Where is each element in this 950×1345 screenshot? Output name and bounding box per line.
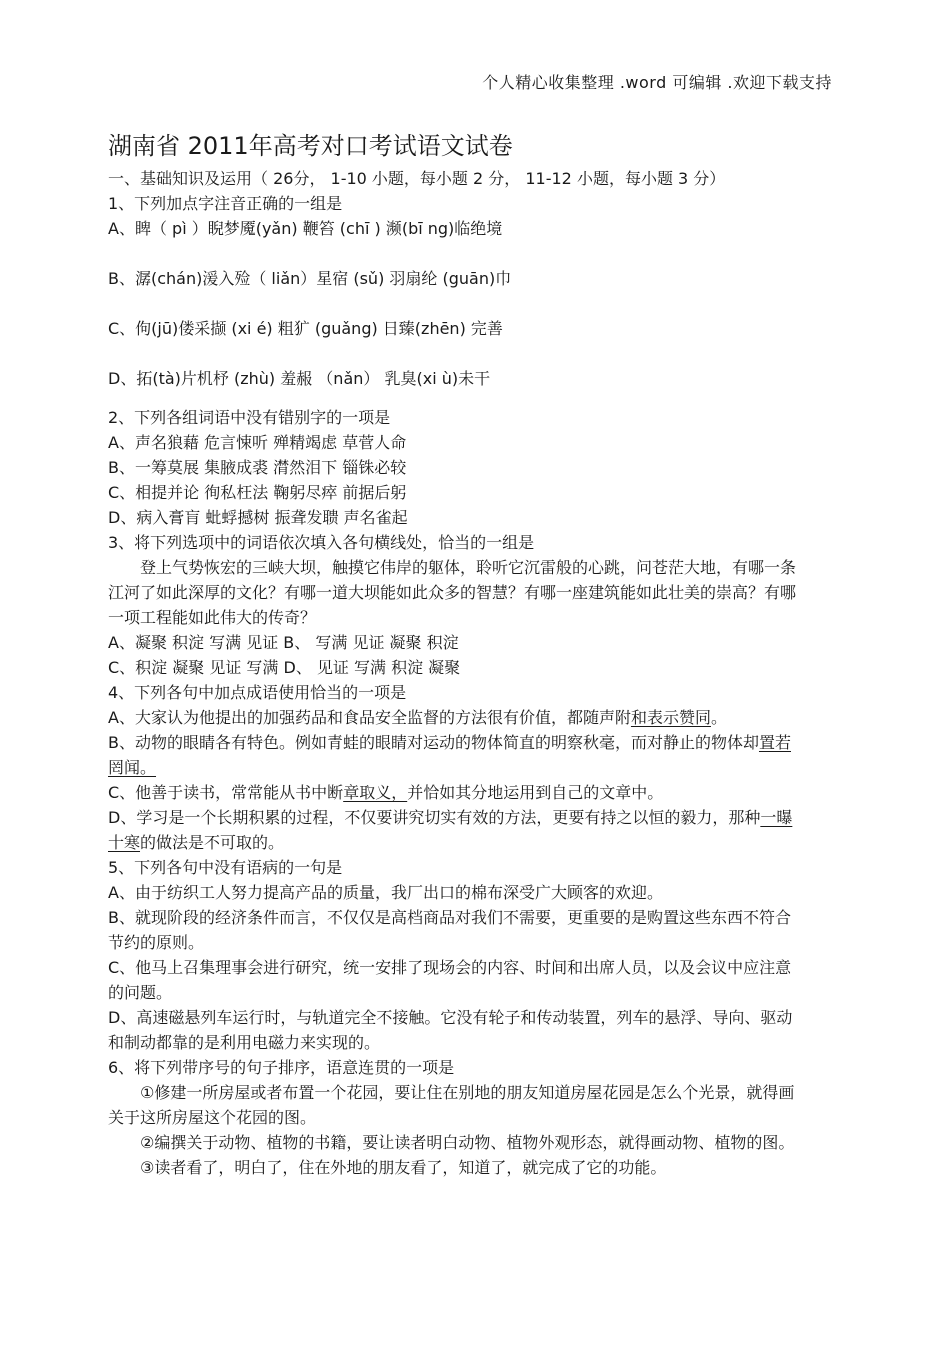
question-5-option-d: D、高速磁悬列车运行时，与轨道完全不接触。它没有轮子和传动装置，列车的悬浮、导向、驱动和制动都靠的是利用电磁力来实现的。: [108, 1008, 793, 1052]
question-3-passage: 登上气势恢宏的三峡大坝，触摸它伟岸的躯体，聆听它沉雷般的心跳，问苍茫大地，有哪一条江河了如此深厚的文化？有哪一道大坝能如此众多的智慧？有哪一座建筑能如此壮美的崇高？有哪一项工程能如此伟大的传奇？: [108, 558, 797, 627]
question-2-option-d: D、病入膏肓 蚍蜉撼树 振聋发聩 声名雀起: [108, 508, 408, 527]
header-note: 个人精心收集整理 .word 可编辑 .欢迎下载支持: [482, 73, 832, 92]
option-text: 。: [710, 708, 727, 727]
question-3-options-ab: A、凝聚 积淀 写满 见证 B、 写满 见证 凝聚 积淀: [108, 633, 459, 652]
underlined-idiom: 一曝十寒: [108, 808, 793, 852]
option-text: A、大家认为他提出的加强药品和食品安全监督的方法很有价值，都随声附: [108, 708, 631, 727]
underlined-idiom: 置若罔闻。: [108, 733, 791, 777]
question-5-option-c: C、他马上召集理事会进行研究，统一安排了现场会的内容、时间和出席人员，以及会议中应注意的问题。: [108, 958, 792, 1002]
underlined-idiom: 和表示赞同: [630, 708, 711, 727]
exam-content: [108, 166, 798, 1180]
option-text: 并恰如其分地运用到自己的文章中。: [407, 783, 664, 802]
question-1-option-b: B、潺(chán)湲入殓（ liǎn）星宿 (sǔ) 羽扇纶 (guān)巾: [108, 269, 512, 288]
question-4-option-d: [108, 805, 798, 855]
question-5-option-a: A、由于纺织工人努力提高产品的质量，我厂出口的棉布深受广大顾客的欢迎。: [108, 883, 663, 902]
question-2-option-c: C、相提并论 徇私枉法 鞠躬尽瘁 前据后躬: [108, 483, 407, 502]
question-2-option-b: B、一筹莫展 集腋成裘 潸然泪下 锱铢必较: [108, 458, 407, 477]
section-heading: 一、基础知识及运用（ 26分， 1-10 小题，每小题 2 分， 11-12 小题，每小题 3 分）: [108, 169, 726, 188]
question-1-option-c: C、佝(jū)偻采撷 (xi é) 粗犷 (guǎng) 日臻(zhēn) 完善: [108, 319, 503, 338]
question-6-sentence-1: ①修建一所房屋或者布置一个花园，要让住在别地的朋友知道房屋花园是怎么个光景，就得画关于这所房屋这个花园的图。: [108, 1083, 795, 1127]
question-2-option-a: A、声名狼藉 危言悚听 殚精竭虑 草菅人命: [108, 433, 407, 452]
page-title: 湖南省 2011年高考对口考试语文试卷: [108, 132, 513, 160]
question-1-option-d: D、拓(tà)片机杼 (zhù) 羞赧 （nǎn） 乳臭(xi ù)未干: [108, 369, 491, 388]
option-text: C、他善于读书，常常能从书中断: [108, 783, 344, 802]
question-6-sentence-3: ③读者看了，明白了，住在外地的朋友看了，知道了，就完成了它的功能。: [140, 1158, 667, 1177]
option-text: B、动物的眼睛各有特色。例如青蛙的眼睛对运动的物体简直的明察秋毫，而对静止的物体却: [108, 733, 759, 752]
question-4-option-a: [108, 705, 798, 730]
question-1-option-a: A、睥（ pì ）睨梦魇(yǎn) 鞭笞 (chī ) 濒(bī ng)临绝境: [108, 219, 503, 238]
option-text: 的做法是不可取的。: [140, 833, 285, 852]
option-text: D、学习是一个长期积累的过程，不仅要讲究切实有效的方法，更要有持之以恒的毅力，那种: [108, 808, 761, 827]
question-3-options-cd: C、积淀 凝聚 见证 写满 D、 见证 写满 积淀 凝聚: [108, 658, 461, 677]
question-5-stem: 5、下列各句中没有语病的一句是: [108, 858, 343, 877]
question-3-stem: 3、将下列选项中的词语依次填入各句横线处，恰当的一组是: [108, 533, 535, 552]
question-4-stem: 4、下列各句中加点成语使用恰当的一项是: [108, 683, 407, 702]
underlined-idiom: 章取义，: [343, 783, 408, 802]
question-2-stem: 2、下列各组词语中没有错别字的一项是: [108, 408, 391, 427]
question-4-option-b: [108, 730, 798, 780]
question-4-option-c: [108, 780, 798, 805]
question-1-stem: 1、下列加点字注音正确的一组是: [108, 194, 343, 213]
question-6-stem: 6、将下列带序号的句子排序，语意连贯的一项是: [108, 1058, 455, 1077]
question-5-option-b: B、就现阶段的经济条件而言，不仅仅是高档商品对我们不需要，更重要的是购置这些东西不符合节约的原则。: [108, 908, 791, 952]
question-6-sentence-2: ②编撰关于动物、植物的书籍，要让读者明白动物、植物外观形态，就得画动物、植物的图。: [140, 1133, 795, 1152]
